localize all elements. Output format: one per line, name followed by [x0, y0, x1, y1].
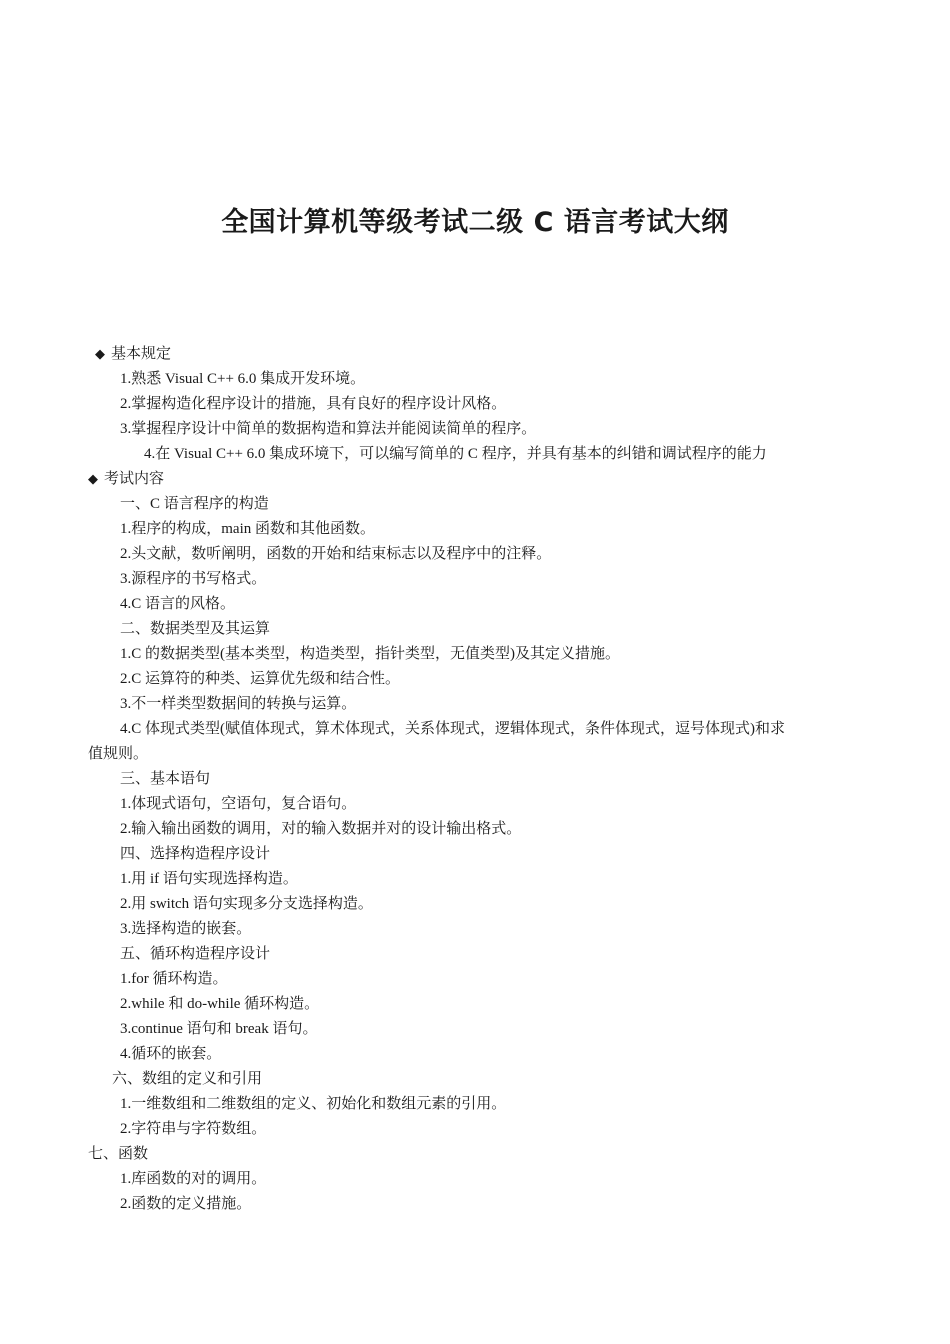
list-item: 2.用 switch 语句实现多分支选择构造。: [120, 896, 373, 912]
list-item: 2.字符串与字符数组。: [120, 1121, 267, 1137]
list-item: 3.不一样类型数据间的转换与运算。: [120, 696, 357, 712]
document-title: 全国计算机等级考试二级 C 语言考试大纲: [221, 207, 729, 238]
list-item: 4.C 语言的风格。: [120, 596, 236, 612]
subsection-heading: 七、函数: [88, 1146, 149, 1162]
section-heading-basic-rules: ◆ 基本规定: [0, 342, 950, 367]
black-diamond-icon: ◆: [95, 347, 105, 362]
list-item-continuation: 值规则。: [88, 746, 149, 762]
subsection-heading: 二、数据类型及其运算: [120, 621, 271, 637]
subsection-heading: 五、循环构造程序设计: [120, 946, 271, 962]
list-item: 4.C 体现式类型(赋值体现式，算术体现式，关系体现式，逻辑体现式，条件体现式，逗号体现式)和求: [120, 721, 785, 737]
list-item: 1.一维数组和二维数组的定义、初始化和数组元素的引用。: [120, 1096, 507, 1112]
list-item: 2.掌握构造化程序设计的措施，具有良好的程序设计风格。: [120, 396, 507, 412]
list-item: 4.在 Visual C++ 6.0 集成环境下，可以编写简单的 C 程序，并具有基本的纠错和调试程序的能力: [144, 446, 767, 462]
list-item: 3.continue 语句和 break 语句。: [120, 1021, 318, 1037]
list-item: 1.库函数的对的调用。: [120, 1171, 267, 1187]
list-item: 2.while 和 do-while 循环构造。: [120, 996, 320, 1012]
list-item: 2.C 运算符的种类、运算优先级和结合性。: [120, 671, 401, 687]
list-item: 4.循环的嵌套。: [120, 1046, 222, 1062]
list-item: 1.体现式语句，空语句，复合语句。: [120, 796, 357, 812]
document-body: [0, 342, 950, 1217]
list-item: 2.输入输出函数的调用，对的输入数据并对的设计输出格式。: [120, 821, 522, 837]
subsection-heading: 六、数组的定义和引用: [112, 1071, 263, 1087]
list-item: 1.C 的数据类型(基本类型，构造类型，指针类型，无值类型)及其定义措施。: [120, 646, 620, 662]
list-item: 1.程序的构成，main 函数和其他函数。: [120, 521, 375, 537]
list-item: 3.源程序的书写格式。: [120, 571, 267, 587]
subsection-heading: 一、C 语言程序的构造: [120, 496, 269, 512]
section-heading-exam-content: ◆ 考试内容: [0, 467, 950, 492]
list-item: 2.函数的定义措施。: [120, 1196, 252, 1212]
list-item: 2.头文献，数听阐明，函数的开始和结束标志以及程序中的注释。: [120, 546, 552, 562]
list-item: 1.for 循环构造。: [120, 971, 228, 987]
subsection-heading: 四、选择构造程序设计: [120, 846, 271, 862]
list-item: 1.熟悉 Visual C++ 6.0 集成开发环境。: [120, 371, 366, 387]
black-diamond-icon: ◆: [88, 472, 98, 487]
list-item: 1.用 if 语句实现选择构造。: [120, 871, 298, 887]
subsection-heading: 三、基本语句: [120, 771, 211, 787]
list-item: 3.掌握程序设计中简单的数据构造和算法并能阅读简单的程序。: [120, 421, 537, 437]
list-item: 3.选择构造的嵌套。: [120, 921, 252, 937]
